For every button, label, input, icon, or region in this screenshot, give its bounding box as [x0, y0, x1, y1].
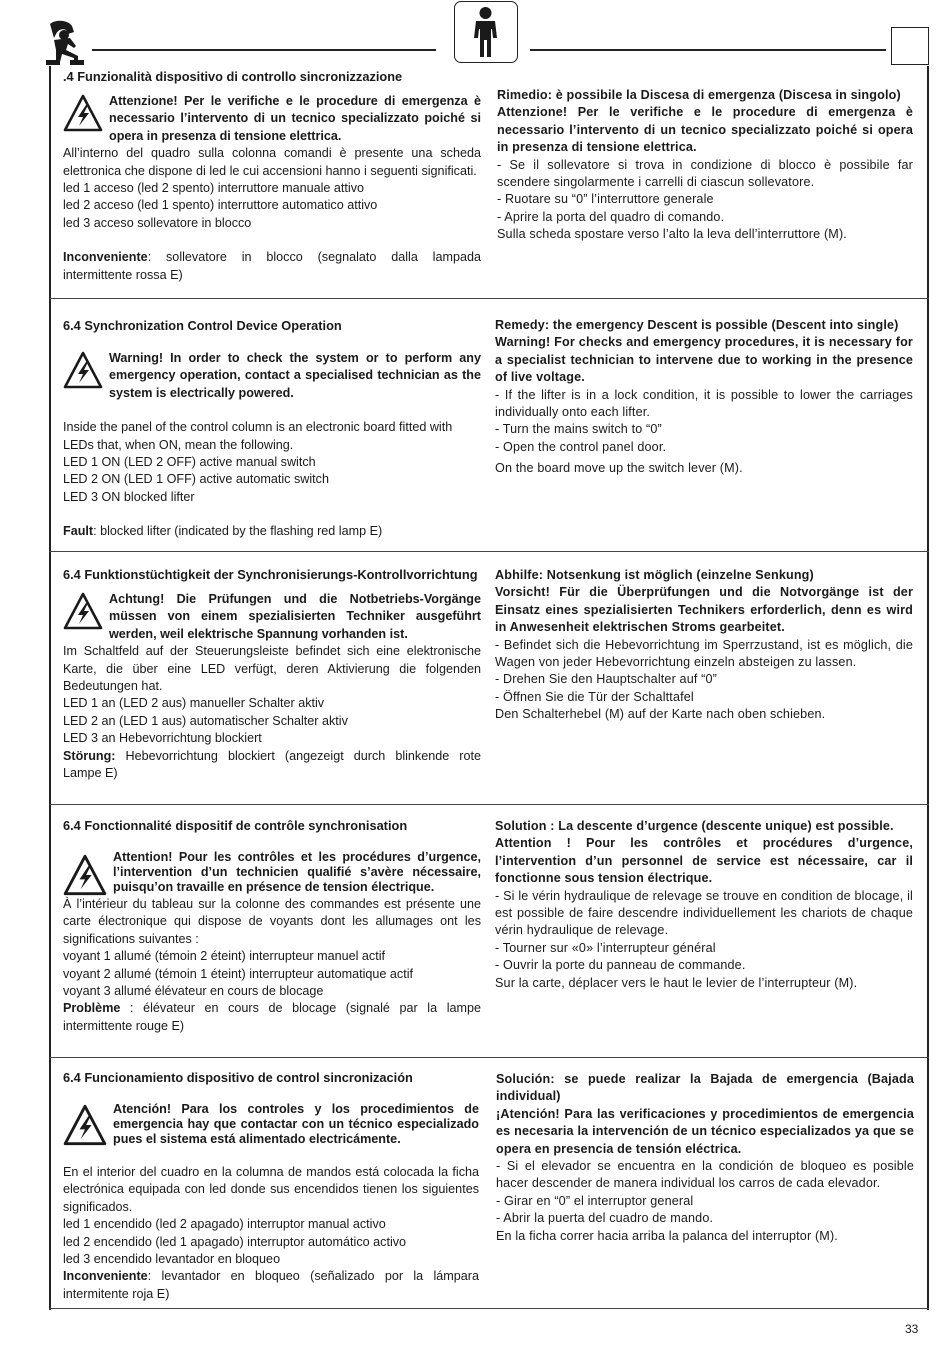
warning-text: Atención! Para los controles y los procedimientos de emergencia hay que contactar con un técnico especializado pues el sistema está alimentado electricámente. — [113, 1102, 479, 1146]
remedy-label: Remedy — [495, 318, 545, 332]
warning-text: Warning! In order to check the system or to perform any emergency operation, contact a specialised technician as the system is electrically powered. — [109, 351, 481, 400]
frame-right-rule — [927, 66, 929, 1310]
procedure-step: Sur la carte, déplacer vers le haut le levier de l’interrupteur (M). — [495, 975, 858, 990]
remedy-text — [495, 317, 913, 334]
remedy-text — [497, 87, 913, 104]
warning-block — [63, 93, 481, 145]
led-line: voyant 3 allumé élévateur en cours de blocage — [63, 984, 324, 999]
procedure-step: - Girar en “0” el interruptor general — [496, 1193, 694, 1208]
section-heading: 6.4 Fonctionnalité dispositif de contrôle synchronisation — [63, 818, 408, 833]
procedure-step: Sulla scheda spostare verso l’alto la leva dell’interruttore (M). — [497, 227, 847, 242]
warning-text: Vorsicht! Für die Überprüfungen und die Notvorgänge ist der Einsatz eines spezialisierten Technikers erforderlich, denn es wird in Anwesenheit elektrischen Stroms gearbeitet. — [495, 585, 913, 635]
procedure-step: - Si le vérin hydraulique de relevage se trouve en condition de blocage, il est possible de faire descendre individuellement les chariots de chaque vérin hydraulique de relevage. — [495, 888, 913, 938]
section-heading: .4 Funzionalità dispositivo di controllo sincronizzazione — [63, 69, 403, 84]
warning-block — [63, 1102, 479, 1147]
electrical-hazard-icon — [63, 592, 103, 630]
procedure-step: On the board move up the switch lever (M). — [495, 461, 743, 476]
warning-block — [63, 850, 481, 896]
procedure-step: - Abrir la puerta del cuadro de mando. — [496, 1211, 714, 1226]
remedy-text — [495, 567, 913, 584]
procedure-step: - If the lifter is in a lock condition, it is possible to lower the carriages individually onto each lifter. — [495, 387, 913, 420]
procedure-step: - Öffnen Sie die Tür der Schalttafel — [495, 689, 694, 704]
led-line: led 2 encendido (led 1 apagado) interruptor automático activo — [63, 1234, 407, 1249]
section-heading: 6.4 Synchronization Control Device Operation — [63, 318, 342, 333]
led-line: LED 3 an Hebevorrichtung blockiert — [63, 731, 262, 746]
section-fr-left — [63, 818, 481, 1035]
fault-text — [63, 1000, 481, 1035]
led-line: LED 1 an (LED 2 aus) manueller Schalter aktiv — [63, 696, 325, 711]
fault-label: Störung: — [63, 748, 116, 763]
warning-text: Achtung! Die Prüfungen und die Notbetriebs-Vorgänge müssen von einem spezialisierten Techniker ausgeführt werden, weil elektrische Spannung vorhanden ist. — [109, 592, 481, 641]
electrical-hazard-icon — [63, 1104, 107, 1146]
remedy-label: Rimedio — [497, 88, 548, 102]
fault-description: : levantador en bloqueo (señalizado por la lámpara intermitente roja E) — [63, 1269, 479, 1301]
warning-text: Attention! Pour les contrôles et les procédures d’urgence, l’intervention d’un technicien qualifié s’avère nécessaire, puisqu’on travaille en présence de tension électrique. — [113, 850, 481, 894]
fault-text — [63, 1268, 479, 1303]
electrical-hazard-icon — [63, 854, 107, 896]
section-es-right — [496, 1071, 914, 1245]
fault-label: Inconveniente — [63, 1269, 148, 1284]
remedy-text — [496, 1071, 914, 1106]
page-number: 33 — [905, 1322, 919, 1336]
procedure-step: - Se il sollevatore si trova in condizione di blocco è possibile far scendere singolarmente i carrelli di ciascun sollevatore. — [497, 157, 913, 190]
warning-text: Attention ! Pour les contrôles et procédures d’urgence, l’intervention d’un personnel de service est nécessaire, car il fonctionne sous tension électrique. — [495, 836, 913, 886]
header-rule-left — [92, 49, 436, 51]
section-heading: 6.4 Funcionamiento dispositivo de control sincronización — [63, 1070, 413, 1085]
led-line: led 3 encendido levantador en bloqueo — [63, 1252, 281, 1267]
led-line: led 1 acceso (led 2 spento) interruttore manuale attivo — [63, 181, 365, 196]
fault-label: Problème — [63, 1001, 121, 1016]
led-line: led 3 acceso sollevatore in blocco — [63, 215, 252, 230]
intro-text: À l’intérieur du tableau sur la colonne des commandes est présente une carte électronique qui dispose de voyants dont les allumages ont les significations suivantes : — [63, 897, 481, 946]
led-line: led 2 acceso (led 1 spento) interruttore automatico attivo — [63, 198, 378, 213]
led-line: LED 2 ON (LED 1 OFF) active automatic switch — [63, 472, 329, 487]
led-line: LED 3 ON blocked lifter — [63, 489, 195, 504]
standing-person-icon — [454, 1, 518, 63]
led-line: led 1 encendido (led 2 apagado) interruptor manual activo — [63, 1217, 386, 1232]
section-it-left — [63, 69, 481, 284]
warning-text: ¡Atención! Para las verificaciones y procedimientos de emergencia es necesaria la intervención de un técnico especializados ya que se opera en presencia de tensión eléctrica. — [496, 1106, 914, 1156]
fault-description: Hebevorrichtung blockiert (angezeigt durch blinkende rote Lampe E) — [63, 748, 481, 781]
procedure-step: - Befindet sich die Hebevorrichtung im Sperrzustand, ist es möglich, die Wagen von jeder Hebevorrichtung einzeln absteigen zu lassen. — [495, 637, 913, 670]
procedure-step: - Si el elevador se encuentra en la condición de bloqueo es posible hacer descender de manera individual los carros de cada elevador. — [496, 1159, 914, 1191]
section-de-left — [63, 567, 481, 782]
remedy-description: : the emergency Descent is possible (Descent into single) — [544, 318, 899, 332]
person-kneeling-logo-icon — [44, 20, 88, 66]
procedure-step: - Drehen Sie den Hauptschalter auf “0” — [495, 672, 718, 687]
empty-box-icon — [891, 27, 929, 65]
fault-label: Inconveniente — [63, 250, 148, 265]
warning-block — [63, 591, 481, 643]
section-heading: 6.4 Funktionstüchtigkeit der Synchronisierungs-Kontrollvorrichtung — [63, 567, 478, 582]
remedy-description: : è possibile la Discesa di emergenza (Discesa in singolo) — [547, 88, 901, 102]
procedure-step: En la ficha correr hacia arriba la palanca del interruptor (M). — [496, 1228, 838, 1243]
warning-block — [63, 350, 481, 402]
section-divider — [49, 298, 929, 299]
fault-label: Fault — [63, 524, 94, 539]
fault-text — [63, 249, 481, 284]
warning-text: Attenzione! Per le verifiche e le procedure di emergenza è necessario l’intervento di un tecnico specializzato poiché si opera in presenza di tensione elettrica. — [109, 94, 481, 143]
intro-text: Inside the panel of the control column is an electronic board fitted with LEDs that, when ON, mean the following. — [63, 420, 453, 452]
section-divider — [49, 551, 929, 552]
procedure-step: - Open the control panel door. — [495, 439, 667, 454]
electrical-hazard-icon — [63, 351, 103, 389]
section-es-left — [63, 1070, 479, 1303]
section-en-right — [495, 317, 913, 478]
intro-text: Im Schaltfeld auf der Steuerungsleiste befindet sich eine elektronische Karte, die über eine LED verfügt, deren Aktivierung die folgenden Bedeutungen hat. — [63, 644, 481, 694]
procedure-step: - Turn the mains switch to “0” — [495, 422, 662, 437]
procedure-step: - Ruotare su “0” l’interruttore generale — [497, 192, 714, 207]
fault-text — [63, 748, 481, 783]
remedy-text — [495, 818, 913, 835]
procedure-step: - Tourner sur «0» l’interrupteur général — [495, 940, 716, 955]
led-line: voyant 1 allumé (témoin 2 éteint) interrupteur manuel actif — [63, 949, 386, 964]
led-line: LED 1 ON (LED 2 OFF) active manual switch — [63, 455, 316, 470]
fault-description: : blocked lifter (indicated by the flashing red lamp E) — [93, 524, 383, 539]
remedy-description: : se puede realizar la Bajada de emergencia (Bajada individual) — [496, 1072, 914, 1104]
fault-description: : élévateur en cours de blocage (signalé par la lampe intermittente rouge E) — [63, 1001, 481, 1033]
fault-description: : sollevatore in blocco (segnalato dalla lampada intermittente rossa E) — [63, 250, 481, 282]
procedure-step: - Aprire la porta del quadro di comando. — [497, 209, 725, 224]
warning-text: Warning! For checks and emergency procedures, it is necessary for a specialist technician to intervene due to working in the presence of live voltage. — [495, 335, 913, 385]
section-fr-right — [495, 818, 913, 992]
frame-left-rule — [49, 66, 51, 1310]
fault-text — [63, 523, 481, 540]
section-divider — [49, 804, 929, 805]
section-divider — [49, 1057, 929, 1058]
section-en-left — [63, 318, 481, 541]
led-line: voyant 2 allumé (témoin 1 éteint) interrupteur automatique actif — [63, 966, 414, 981]
section-de-right — [495, 567, 913, 724]
header-rule-right — [530, 49, 886, 51]
warning-text: Attenzione! Per le verifiche e le procedure di emergenza è necessario l’intervento di un tecnico specializzato poiché si opera in presenza di tensione elettrica. — [497, 105, 913, 155]
procedure-step: Den Schalterhebel (M) auf der Karte nach oben schieben. — [495, 707, 826, 722]
section-it-right — [497, 87, 913, 244]
procedure-step: - Ouvrir la porte du panneau de commande. — [495, 958, 746, 973]
remedy-label: Solución — [496, 1072, 551, 1086]
led-line: LED 2 an (LED 1 aus) automatischer Schalter aktiv — [63, 713, 348, 728]
intro-text: En el interior del cuadro en la columna de mandos está colocada la ficha electrónica equipada con led donde sus encendidos tienen los siguientes significados. — [63, 1165, 479, 1214]
section-divider — [49, 1308, 929, 1309]
electrical-hazard-icon — [63, 94, 103, 132]
remedy-description: : La descente d’urgence (descente unique) est possible. — [546, 819, 894, 833]
remedy-label: Solution — [495, 819, 547, 833]
remedy-label: Abhilfe: Notsenkung ist möglich (einzelne Senkung) — [495, 568, 814, 582]
intro-text: All’interno del quadro sulla colonna comandi è presente una scheda elettronica che dispone di led le cui accensioni hanno i seguenti significati. — [63, 146, 481, 178]
